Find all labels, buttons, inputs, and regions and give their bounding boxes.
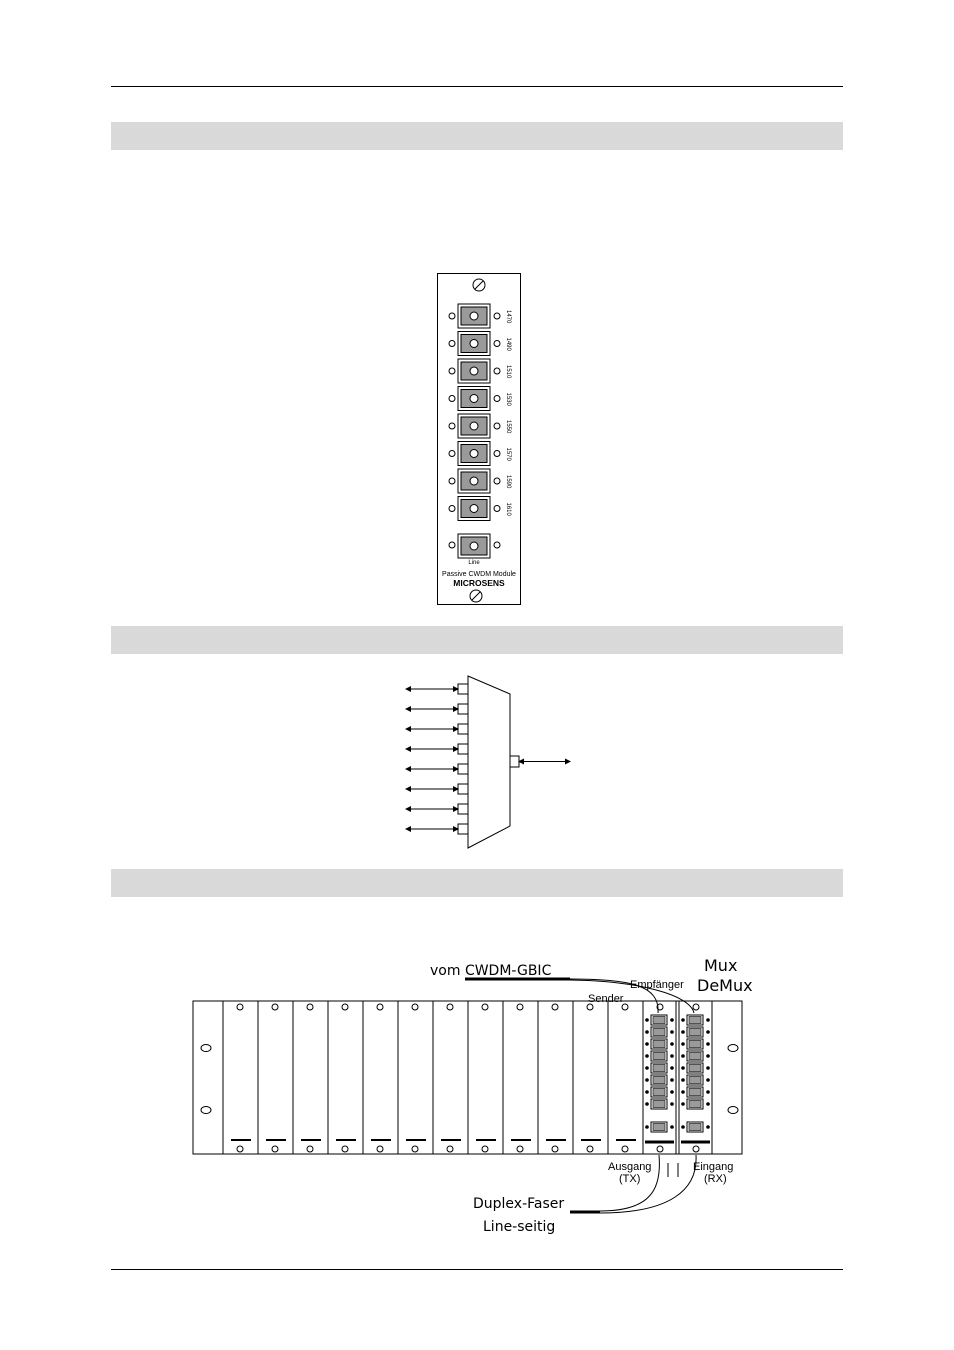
empty-slot: [223, 1001, 258, 1154]
wavelength-label: 1570: [505, 447, 511, 461]
gbic-label: vom CWDM-GBIC: [430, 963, 552, 979]
output-sub-label: (TX): [619, 1173, 641, 1185]
wavelength-label: 1510: [505, 365, 511, 379]
sender-label: Sender: [588, 993, 624, 1005]
empty-slot: [503, 1001, 538, 1154]
duplex-fiber-label: Duplex-Faser: [473, 1196, 565, 1212]
header-rule: [111, 86, 843, 87]
empty-slot: [293, 1001, 328, 1154]
wavelength-label: 1590: [505, 475, 511, 489]
brand-logo: MICROSENS: [453, 578, 505, 588]
empty-slot: [258, 1001, 293, 1154]
product-label: Passive CWDM Module: [442, 571, 516, 578]
input-sub-label: (RX): [704, 1173, 727, 1185]
demux-label: DeMux: [697, 976, 753, 995]
wavelength-label: 1470: [505, 310, 511, 324]
module-front-panel: [437, 273, 521, 606]
channel-arrow: [406, 724, 468, 734]
empty-slot: [363, 1001, 398, 1154]
channel-arrow: [406, 824, 468, 834]
wavelength-label: 1530: [505, 392, 511, 406]
footer-rule: [111, 1269, 843, 1270]
channel-arrow: [406, 804, 468, 814]
line-port-label: Line: [468, 560, 480, 566]
top-screw-icon: [473, 279, 485, 291]
rack-diagram: [190, 955, 790, 1240]
wavelength-label: 1490: [505, 337, 511, 351]
channel-arrow: [406, 704, 468, 714]
mux-schematic: [400, 672, 580, 852]
wavelength-label: 1610: [505, 502, 511, 516]
empty-slot: [468, 1001, 503, 1154]
channel-arrow: [406, 684, 468, 694]
bottom-screw-icon: [470, 590, 482, 602]
mux-label: Mux: [704, 956, 738, 975]
empty-slot: [328, 1001, 363, 1154]
output-label: Ausgang: [608, 1161, 652, 1173]
section-heading-bar-3: [111, 869, 843, 897]
empty-slot: [433, 1001, 468, 1154]
section-heading-bar-1: [111, 122, 843, 150]
channel-arrow: [406, 784, 468, 794]
wavelength-label: 1550: [505, 420, 511, 434]
empty-slot: [573, 1001, 608, 1154]
demux-module: [679, 1001, 712, 1154]
channel-arrow: [406, 744, 468, 754]
empty-slot: [608, 1001, 643, 1154]
empty-slot: [538, 1001, 573, 1154]
receiver-label: Empfänger: [630, 979, 684, 991]
mux-module: [643, 1001, 676, 1154]
input-label: Eingang: [693, 1161, 734, 1173]
empty-slot: [398, 1001, 433, 1154]
channel-arrow: [406, 764, 468, 774]
section-heading-bar-2: [111, 626, 843, 654]
line-side-label: Line-seitig: [483, 1219, 556, 1235]
